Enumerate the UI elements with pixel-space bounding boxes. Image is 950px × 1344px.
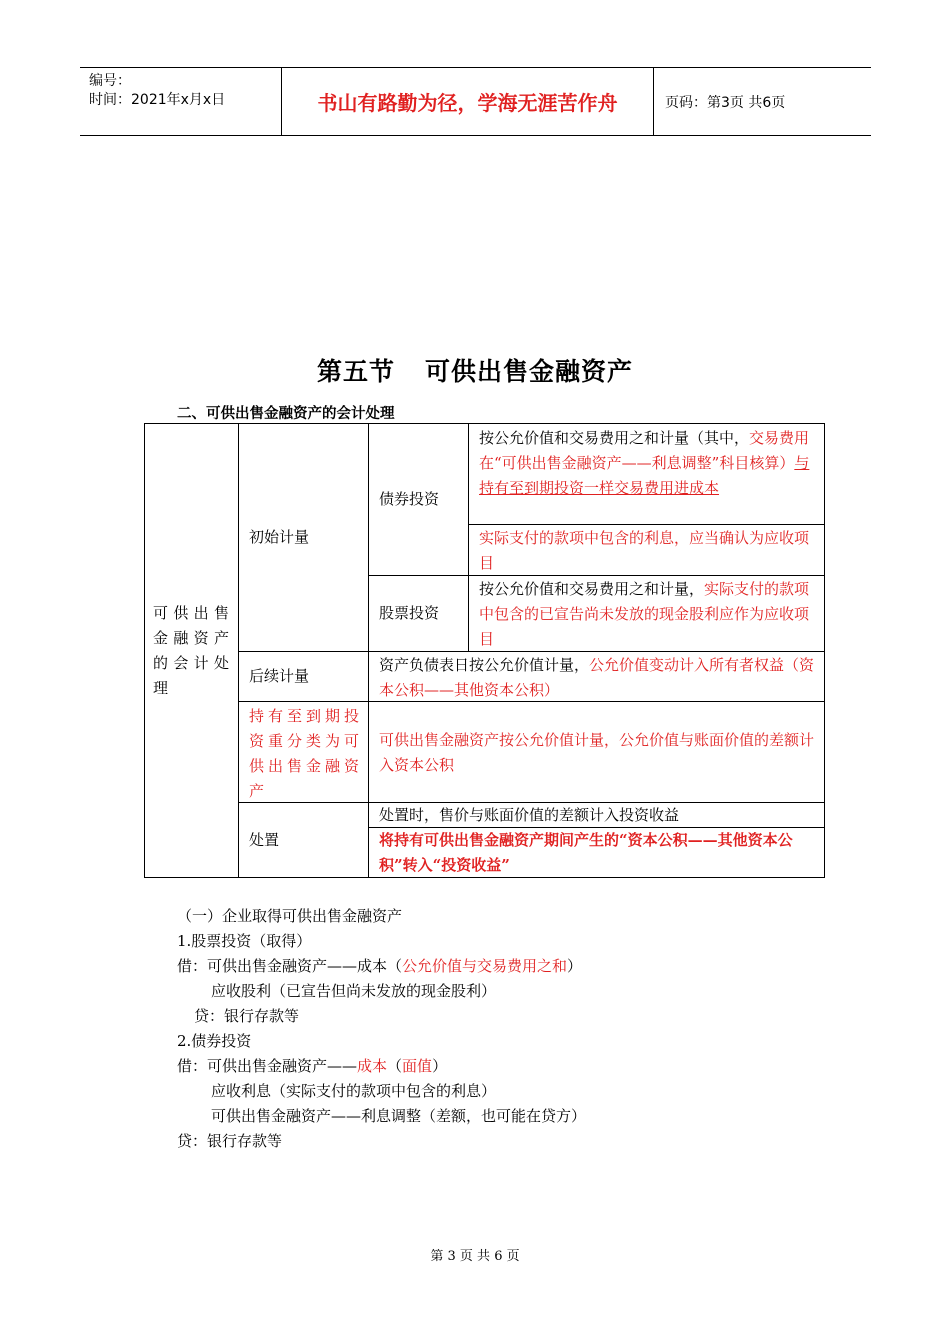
section-heading: （一）企业取得可供出售金融资产	[177, 907, 403, 925]
stock-debit-line	[177, 954, 582, 979]
stock-dividend-line: 应收股利（已宣告但尚未发放的现金股利）	[211, 982, 497, 1000]
bond-row2-text: 实际支付的款项中包含的利息，应当确认为应收项目	[479, 529, 810, 572]
subsequent-row-red: 公允价值变动计入所有者权益（资本公积——其他资本公积）	[379, 656, 815, 699]
reclassification-label	[238, 701, 368, 802]
bond-credit-line: 贷：银行存款等	[177, 1132, 283, 1150]
reclass-label-text: 持有至到期投资重分类为可供出售金融资产	[249, 707, 362, 800]
bond-row1-red-underline: 与持有至到期投资一样交易费用进成本	[479, 454, 810, 497]
bond-debit-red2: 面值	[402, 1057, 433, 1075]
bond-row1-text: 按公允价值和交易费用之和计量（其中，	[479, 429, 750, 447]
bond-investment-label	[368, 424, 468, 575]
bond-row1	[468, 424, 824, 524]
page-header	[80, 67, 871, 136]
stock-row-text: 按公允价值和交易费用之和计量，	[479, 580, 705, 598]
bond-debit-close: ）	[432, 1057, 448, 1075]
initial-measurement-label	[238, 424, 368, 651]
title-section: 第五节	[316, 357, 395, 386]
stock-credit-line: 贷：银行存款等	[194, 1007, 300, 1025]
time-label: 时间：2021年x月x日	[89, 92, 226, 108]
disposal-row1	[368, 802, 824, 827]
stock-row	[468, 575, 824, 651]
stock-row-red: 实际支付的款项中包含的已宣告尚未发放的现金股利应作为应收项目	[479, 580, 810, 648]
left-header-text: 可供出售金融资产的会计处理	[153, 603, 232, 697]
table-left-header	[145, 424, 238, 877]
disposal-text: 处置	[249, 830, 280, 849]
stock-investment-label	[368, 575, 468, 651]
reclass-row-text: 可供出售金融资产按公允价值计量，公允价值与账面价值的差额计入资本公积	[379, 731, 815, 774]
item-bond-heading: 2.债券投资	[177, 1032, 252, 1050]
bond-debit-line	[177, 1054, 447, 1079]
stock-debit-close: ）	[567, 957, 583, 975]
disposal-row2	[368, 827, 824, 877]
bond-debit-red1: 成本	[357, 1057, 388, 1075]
item-stock-heading: 1.股票投资（取得）	[177, 932, 312, 950]
header-motto: 书山有路勤为径，学海无涯苦作舟	[282, 68, 654, 135]
bond-debit-text: 借：可供出售金融资产——	[177, 1057, 358, 1075]
bond-debit-mid: （	[387, 1057, 403, 1075]
disposal-label	[238, 802, 368, 877]
accounting-table	[144, 423, 825, 878]
number-label: 编号：	[89, 73, 131, 89]
page-footer: 第 3 页 共 6 页	[430, 1249, 520, 1264]
disposal-row1-text: 处置时，售价与账面价值的差额计入投资收益	[379, 806, 680, 824]
header-page-info: 页码：第3页 共6页	[665, 94, 786, 111]
bond-adjust-line: 可供出售金融资产——利息调整（差额，也可能在贷方）	[211, 1107, 587, 1125]
reclassification-row	[368, 701, 824, 802]
bond-row2	[468, 524, 824, 575]
subsequent-row	[368, 651, 824, 701]
title-topic: 可供出售金融资产	[425, 357, 634, 386]
subsequent-text: 后续计量	[249, 667, 310, 685]
bond-interest-line: 应收利息（实际支付的款项中包含的利息）	[211, 1082, 497, 1100]
page-title	[0, 352, 950, 388]
stock-debit-text: 借：可供出售金融资产——成本（	[177, 957, 403, 975]
initial-text: 初始计量	[249, 528, 310, 546]
subsequent-row-text: 资产负债表日按公允价值计量，	[379, 656, 590, 674]
section-subtitle: 二、可供出售金融资产的会计处理	[177, 406, 395, 422]
disposal-row2-text: 将持有可供出售金融资产期间产生的“资本公积——其他资本公积”转入“投资收益”	[379, 831, 793, 874]
subsequent-measurement-label	[238, 651, 368, 701]
bond-row1-red: 交易费用在“可供出售金融资产——利息调整”科目核算）	[479, 429, 810, 472]
bond-text: 债券投资	[379, 490, 440, 508]
stock-debit-red: 公允价值与交易费用之和	[402, 957, 568, 975]
header-meta	[80, 68, 282, 135]
stock-text: 股票投资	[379, 604, 440, 622]
